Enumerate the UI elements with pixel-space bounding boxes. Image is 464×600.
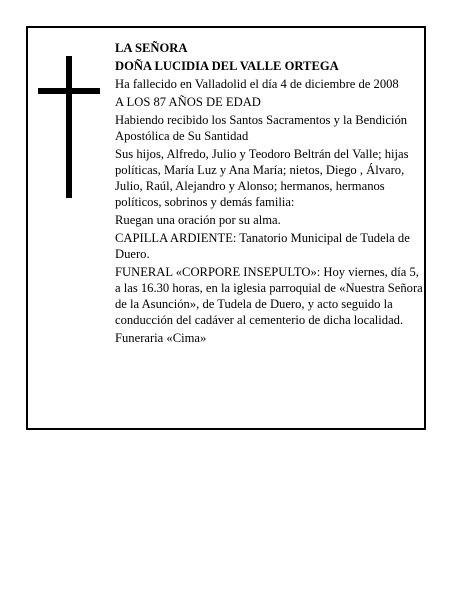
family-list: Sus hijos, Alfredo, Julio y Teodoro Beltrán del Valle; hijas políticas, María Luz y Ana María; nietos, Diego , Álvaro, Julio, Raúl, Alejandro y Alonso; hermanos, hermanos políticos, sobrinos y demás familia:	[115, 147, 409, 209]
notice-text	[115, 40, 427, 348]
age-line: A LOS 87 AÑOS DE EDAD	[115, 95, 261, 109]
notice-title: LA SEÑORA	[115, 41, 188, 55]
prayer-request: Ruegan una oración por su alma.	[115, 213, 281, 227]
cross-vertical-bar	[66, 56, 72, 198]
deceased-name: DOÑA LUCIDIA DEL VALLE ORTEGA	[115, 59, 339, 73]
death-statement: Ha fallecido en Valladolid el día 4 de diciembre de 2008	[115, 77, 399, 91]
funeral-info: FUNERAL «CORPORE INSEPULTO»: Hoy viernes, día 5, a las 16.30 horas, en la iglesia parroquial de «Nuestra Señora de la Asunción», de Tudela de Duero, y acto seguido la conducción del cadáver al cementerio de dicha localidad.	[115, 265, 423, 327]
sacraments-line: Habiendo recibido los Santos Sacramentos y la Bendición Apostólica de Su Santidad	[115, 113, 408, 143]
obituary-notice	[26, 26, 426, 430]
funeral-home: Funeraria «Cima»	[115, 331, 207, 345]
chapel-info: CAPILLA ARDIENTE: Tanatorio Municipal de Tudela de Duero.	[115, 231, 410, 261]
cross-horizontal-bar	[38, 88, 100, 94]
cross-icon	[38, 56, 100, 198]
